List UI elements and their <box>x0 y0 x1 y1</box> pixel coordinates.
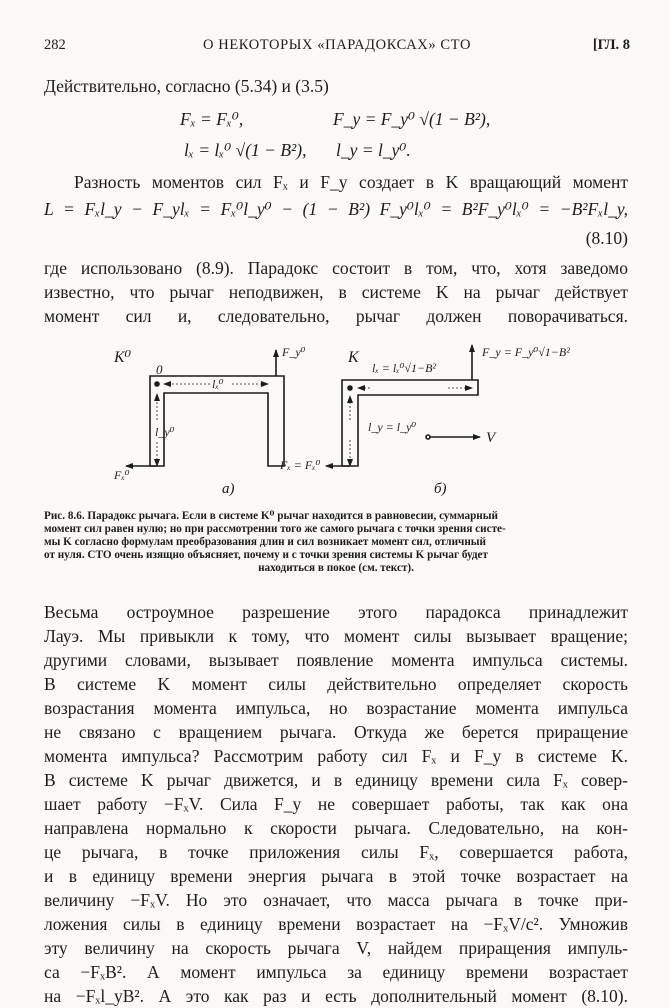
frame-k0-label: K⁰ <box>114 349 132 366</box>
page-header <box>44 37 630 59</box>
equation-fy: F_y = F_y⁰ √(1 − Β²), <box>333 109 491 129</box>
caption-line: мы K согласно формулам преобразования длин и сил возникает момент сил, отличный <box>44 536 486 548</box>
paragraph-line: момент сил и, следовательно, рычаг должен поворачиваться. <box>44 306 628 326</box>
ly-label: l_y = l_y⁰ <box>368 420 417 434</box>
fx-label: Fₓ = Fₓ⁰ <box>280 458 321 472</box>
caption-line: Рис. 8.6. Парадокс рычага. Если в системе K⁰ рычаг находится в равновесии, суммарный <box>44 510 498 522</box>
panel-b-labels <box>279 345 570 497</box>
running-title: О НЕКОТОРЫХ «ПАРАДОКСАХ» СТО <box>202 37 472 53</box>
pivot <box>155 382 159 386</box>
equation-fx: Fₓ = Fₓ⁰, <box>180 109 244 129</box>
body-line: це рычага, в точке приложения силы Fₓ, совершается работа, <box>44 842 628 862</box>
caption-line: находиться в покое (см. текст). <box>258 562 414 574</box>
body-line: другими словами, вызывает появление момента импульса системы. <box>44 650 628 670</box>
body-line: не связано с вращением рычага. Откуда же берется приращение <box>44 722 628 742</box>
origin-label: 0 <box>156 362 163 377</box>
body-line: эту величину на скорость рычага V, найдем приращения импуль- <box>44 938 628 958</box>
frame-k-label: K <box>348 349 359 366</box>
body-line: Весьма остроумное разрешение этого парадокса принадлежит <box>44 602 628 622</box>
moment-intro: Разность моментов сил Fₓ и F_y создает в K вращающий момент <box>74 172 628 192</box>
body-line: на −Fₓl_yΒ². А это как раз и есть дополнительный момент (8.10). <box>44 986 628 1006</box>
intro-line: Действительно, согласно (5.34) и (3.5) <box>44 76 329 96</box>
panel-a-label: а) <box>222 481 235 497</box>
fy0-label: F_y⁰ <box>282 345 306 359</box>
lx0-label: lₓ⁰ <box>212 377 224 391</box>
v-label: V <box>486 430 496 446</box>
lx-label: lₓ = lₓ⁰√1−Β² <box>372 361 437 375</box>
equation-lx: lₓ = lₓ⁰ √(1 − Β²), <box>184 140 307 160</box>
panel-a <box>126 350 284 466</box>
page-number: 282 <box>44 37 66 53</box>
equation-ly: l_y = l_y⁰. <box>336 140 411 160</box>
body-line: шает работу −FₓV. Сила F_y не совершает работы, так как она <box>44 794 628 814</box>
caption-line: от нуля. СТО очень изящно объясняет, почему и с точки зрения системы K рычаг будет <box>44 549 489 561</box>
body-line: са −FₓΒ². А момент импульса за единицу времени возрастает <box>44 962 628 982</box>
chapter-marker: [ГЛ. 8 <box>592 37 630 53</box>
equation-number: (8.10) <box>585 228 628 248</box>
body-line: величину −FₓV. Но это означает, что масса рычага в точке при- <box>44 890 628 910</box>
pivot <box>348 386 352 390</box>
velocity-origin <box>426 435 430 439</box>
body-line: В системе K рычаг движется, и в единицу времени сила Fₓ совер- <box>44 770 628 790</box>
paragraph-line: где использовано (8.9). Парадокс состоит в том, что, хотя заведомо <box>44 258 628 278</box>
caption-line: момент сил равен нулю; но при рассмотрении того же самого рычага с точки зрения систе- <box>44 523 506 535</box>
body-line: возрастания момента импульса, но возрастание момента импульса <box>44 698 628 718</box>
body-line: и в единицу времени энергия рычага в этой точке возрастает на <box>44 866 628 886</box>
body-line: Лауэ. Мы привыкли к тому, что момент силы вызывает вращение; <box>44 626 628 646</box>
paragraph-line: известно, что рычаг неподвижен, в системе K на рычаг действует <box>44 282 628 302</box>
body-line: момента импульса? Рассмотрим работу сил Fₓ и F_y в системе K. <box>44 746 628 766</box>
body-line: ложения силы в единицу времени возрастает на −FₓV/c². Умножив <box>44 914 628 934</box>
body-line: направлена нормально к скорости рычага. Следовательно, на кон- <box>44 818 628 838</box>
ly0-label: l_y⁰ <box>155 425 175 439</box>
fx0-label: Fₓ⁰ <box>114 468 130 482</box>
lever-figure <box>0 340 670 500</box>
body-line: В системе K момент силы действительно определяет скорость <box>44 674 628 694</box>
panel-b-label: б) <box>434 481 447 497</box>
moment-equation: L = Fₓl_y − F_ylₓ = Fₓ⁰l_y⁰ − (1 − Β²) F_y⁰lₓ⁰ = Β²F_y⁰lₓ⁰ = −Β²Fₓl_y, <box>44 199 628 219</box>
fy-label: F_y = F_y⁰√1−Β² <box>482 345 570 359</box>
